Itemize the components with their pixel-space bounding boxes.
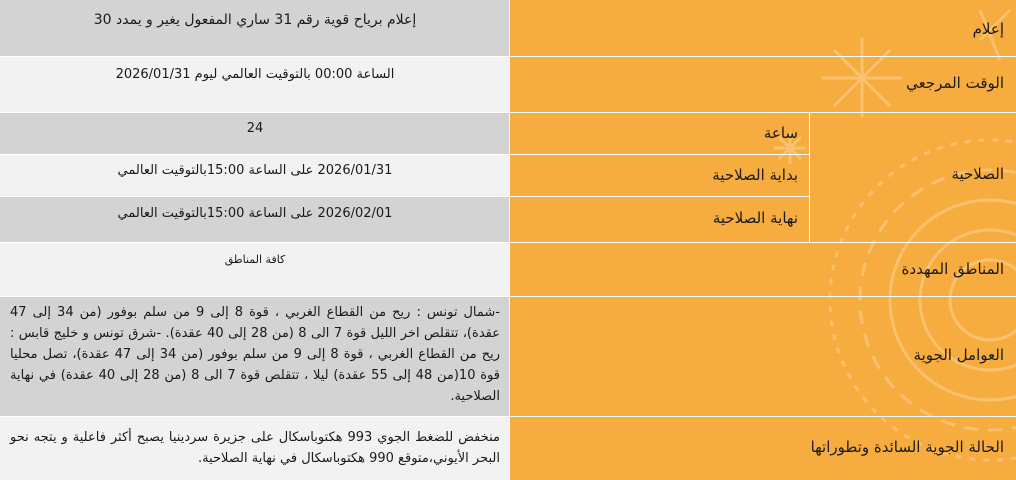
column-divider: [509, 0, 510, 480]
reference-time-value: الساعة 00:00 بالتوقيت العالمي ليوم 2026/01/31: [115, 67, 395, 82]
weather-factors-value-cell: [0, 296, 510, 416]
threatened-areas-value-cell: [0, 242, 510, 296]
validity-start-value-cell: [0, 154, 510, 196]
weather-factors-label: العوامل الجوية: [913, 346, 1004, 364]
alert-label: إعلام: [972, 20, 1004, 38]
validity-hours-label-cell: [510, 112, 810, 154]
row-divider: [0, 56, 1016, 57]
row-divider: [0, 242, 1016, 243]
threatened-areas-value: كافة المناطق: [224, 253, 286, 266]
validity-end-value-cell: [0, 196, 510, 242]
alert-label-cell: [510, 0, 1016, 56]
validity-start-label-cell: [510, 154, 810, 196]
situation-value-cell: [0, 416, 510, 480]
alert-value: إعلام برياح قوية رقم 31 ساري المفعول يغير و يمدد 30: [93, 12, 417, 28]
validity-hours-label: ساعة: [763, 124, 798, 142]
validity-sub-divider: [809, 112, 810, 242]
validity-hours-value-cell: [0, 112, 510, 154]
validity-end-value: 2026/02/01 على الساعة 15:00بالتوقيت العالمي: [117, 206, 393, 221]
validity-end-label: نهاية الصلاحية: [712, 209, 798, 227]
row-divider: [0, 416, 1016, 417]
reference-time-label: الوقت المرجعي: [906, 74, 1004, 92]
validity-start-label: بداية الصلاحية: [712, 166, 798, 184]
row-divider: [0, 196, 810, 197]
situation-label-cell: [510, 416, 1016, 480]
weather-factors-label-cell: [510, 296, 1016, 416]
situation-label: الحالة الجوية السائدة وتطوراتها: [810, 438, 1004, 456]
validity-label-cell: [810, 112, 1016, 242]
threatened-areas-label-cell: [510, 242, 1016, 296]
row-divider: [0, 154, 810, 155]
validity-end-label-cell: [510, 196, 810, 242]
situation-value: منخفض للضغط الجوي 993 هكتوباسكال على جزيرة سردينيا يصبح أكثر فاعلية و يتجه نحو البحر الأيوني،متوقع 990 هكتوباسكال في نهاية الصلاحية.: [10, 430, 500, 466]
row-divider: [0, 296, 1016, 297]
row-divider: [0, 112, 1016, 113]
validity-hours-value: 24: [246, 121, 264, 136]
weather-factors-value: -شمال تونس : ريح من القطاع الغربي ، قوة 8 إلى 9 من سلم بوفور (من 34 إلى 47 عقدة)، تتقلص اخر الليل قوة 7 الى 8 (من 28 إلى 40 عقدة). -شرق تونس و خليج قابس : ريح من القطاع الغربي ، قوة 8 إلى 9 من سلم بوفور (من 34 إلى 47 عقدة)، تصل محليا قوة 10(من 48 إلى 55 عقدة) ليلا ، تتقلص قوة 7 الى 8 (من 28 إلى 40 عقدة) في نهاية الصلاحية.: [10, 305, 500, 404]
alert-value-cell: [0, 0, 510, 56]
threatened-areas-label: المناطق المهددة: [901, 260, 1004, 278]
reference-time-value-cell: [0, 56, 510, 112]
reference-time-label-cell: [510, 56, 1016, 112]
validity-start-value: 2026/01/31 على الساعة 15:00بالتوقيت العالمي: [117, 163, 393, 178]
validity-label: الصلاحية: [951, 165, 1004, 183]
